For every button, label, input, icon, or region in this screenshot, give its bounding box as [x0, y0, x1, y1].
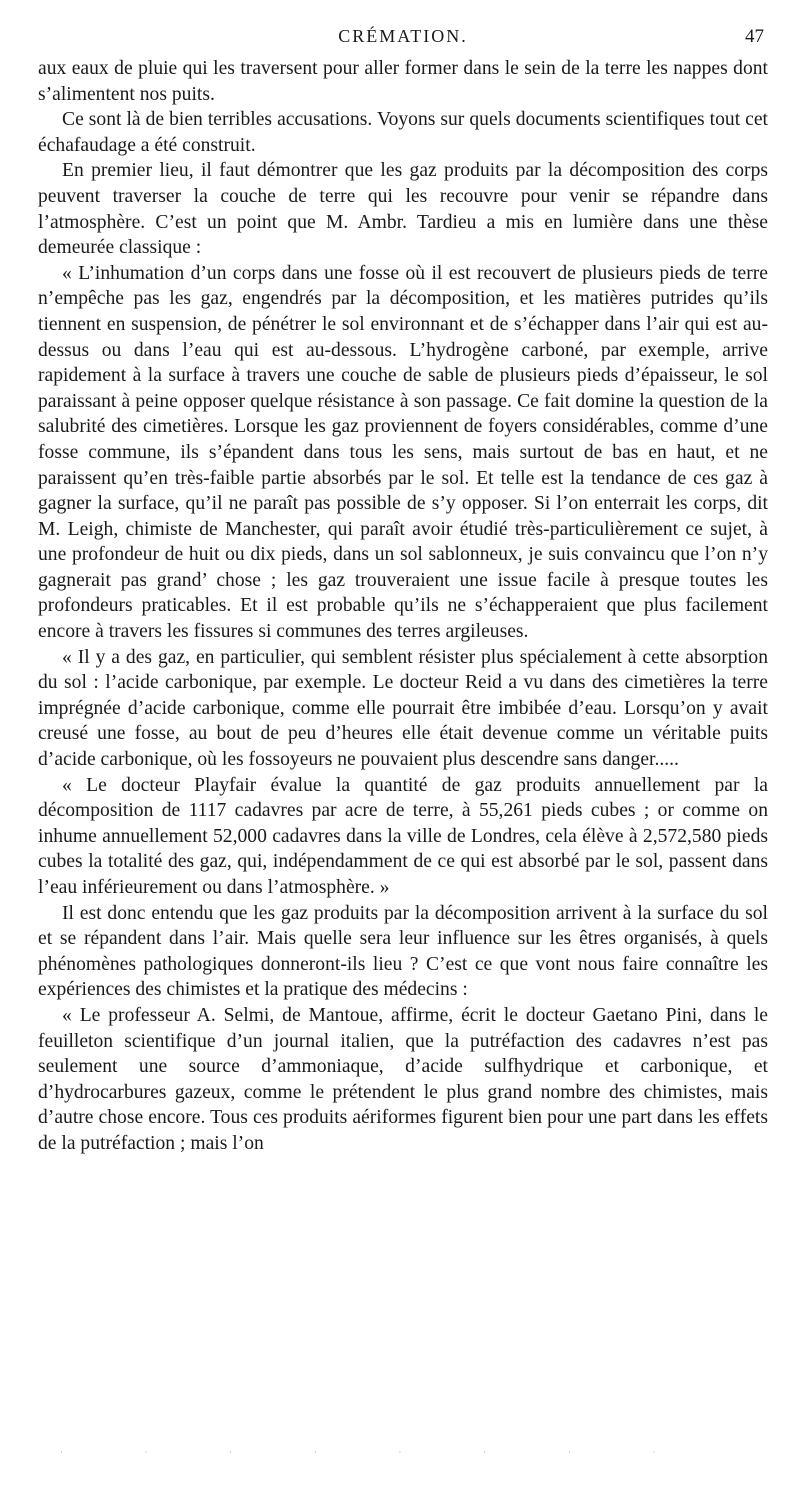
quote-paragraph: « Le docteur Playfair évalue la quantité de gaz produits annuellement par la décomposition de 1117 cadavres par acre de terre, à 55,261 pieds cubes ; or comme on inhume annuellement 52,000 cadavres dans la ville de Londres, cela élève à 2,572,580 pieds cubes la totalité des gaz, qui, indépendamment de ce qui est absorbé par le sol, passent dans l’eau inférieurement ou dans l’atmosphère. » [38, 774, 768, 898]
running-head [38, 26, 768, 56]
scan-artifact-dots: · · · · · · · · [60, 1448, 696, 1457]
body-text [38, 56, 768, 1157]
quote-paragraph: « Il y a des gaz, en particulier, qui semblent résister plus spécialement à cette absorption du sol : l’acide carbonique, par exemple. Le docteur Reid a vu dans des cimetières la terre imprégnée d’acide carbonique, comme elle pourrait être imbibée d’eau. Lorsqu’on y avait creusé une fosse, au bout de peu d’heures elle était devenue comme un véritable puits d’acide carbonique, où les fossoyeurs ne pouvaient plus descendre sans danger..... [38, 646, 768, 771]
book-page [38, 26, 768, 1157]
paragraph: aux eaux de pluie qui les traversent pour aller former dans le sein de la terre les nappes dont s’alimentent nos puits. [38, 58, 768, 105]
paragraph: Il est donc entendu que les gaz produits par la décomposition arrivent à la surface du sol et se répandent dans l’air. Mais quelle sera leur influence sur les êtres organisés, à quels phénomènes pathologiques donneront-ils lieu ? C’est ce que vont nous faire connaître les expériences des chimistes et la pratique des médecins : [38, 902, 768, 1001]
paragraph: Ce sont là de bien terribles accusations. Voyons sur quels documents scientifiques tout cet échafaudage a été construit. [38, 109, 768, 156]
quote-paragraph: « Le professeur A. Selmi, de Mantoue, affirme, écrit le docteur Gaetano Pini, dans le feuilleton scientifique d’un journal italien, que la putréfaction des cadavres n’est pas seulement une source d’ammoniaque, d’acide sulfhydrique et carbonique, et d’hydrocarbures gazeux, comme le prétendent le plus grand nombre des chimistes, mais d’autre chose encore. Tous ces produits aériformes figurent bien pour une part dans les effets de la putréfaction ; mais l’on [38, 1004, 768, 1154]
paragraph: En premier lieu, il faut démontrer que les gaz produits par la décomposition des corps peuvent traverser la couche de terre qui les recouvre pour venir se répandre dans l’atmosphère. C’est un point que M. Ambr. Tardieu a mis en lumière dans une thèse demeurée classique : [38, 160, 768, 259]
page-number: 47 [745, 26, 764, 47]
quote-paragraph: « L’inhumation d’un corps dans une fosse où il est recouvert de plusieurs pieds de terre n’empêche pas les gaz, engendrés par la décomposition, et les matières putrides qu’ils tiennent en suspension, de pénétrer le sol environnant et de s’échapper dans l’air qui est au-dessus ou dans l’eau qui est au-dessous. L’hydrogène carboné, par exemple, arrive rapidement à la surface à travers une couche de sable de plusieurs pieds d’épaisseur, le sol paraissant à peine opposer quelque résistance à son passage. Ce fait domine la question de la salubrité des cimetières. Lorsque les gaz proviennent de foyers considérables, comme d’une fosse commune, ils s’épandent dans tous les sens, mais surtout de bas en haut, et ne paraissent qu’en très-faible partie absorbés par le sol. Et telle est la tendance de ces gaz à gagner la surface, qu’il ne paraît pas possible de s’y opposer. Si l’on enterrait les corps, dit M. Leigh, chimiste de Manchester, qui paraît avoir étudié très-particulièrement ce sujet, à une profondeur de huit ou dix pieds, dans un sol sablonneux, je suis convaincu que l’on n’y gagnerait pas grand’ chose ; les gaz trouveraient une issue facile à presque toutes les profondeurs praticables. Et il est probable qu’ils ne s’échapperaient que plus facilement encore à travers les fissures si communes des terres argileuses. [38, 262, 768, 643]
running-title: CRÉMATION. [338, 26, 468, 46]
